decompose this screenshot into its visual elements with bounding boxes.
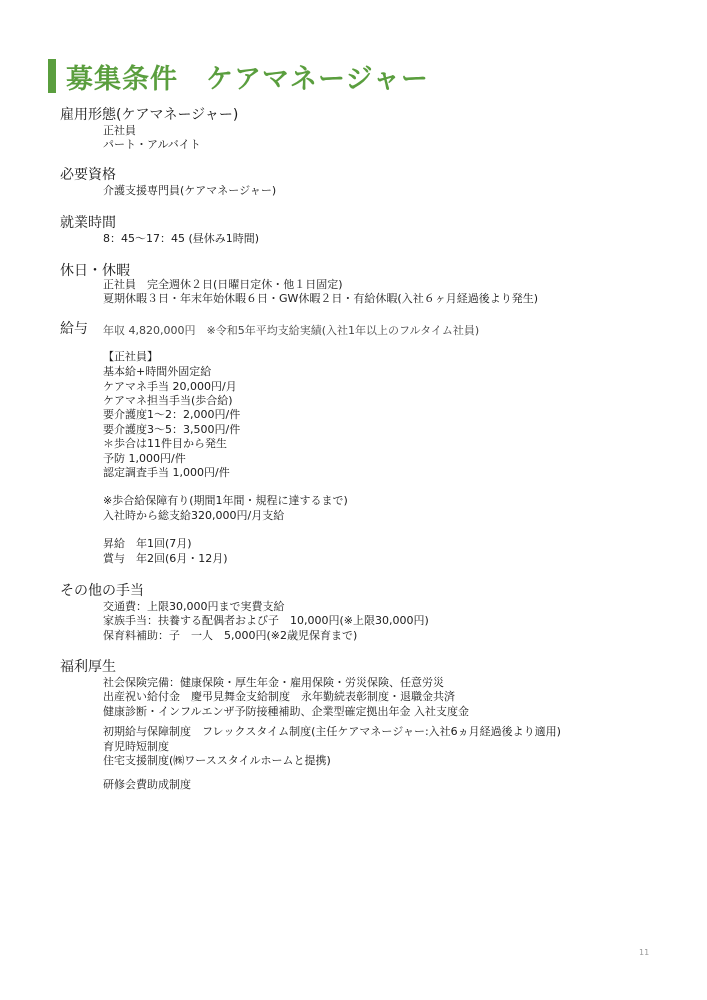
allowance-line: 交通費：上限30,000円まで実費支給: [103, 600, 285, 613]
benefit-line: 初期給与保障制度 フレックスタイム制度(主任ケアマネージャー:入社6ヵ月経過後より適用): [103, 725, 561, 738]
section-heading-employment: 雇用形態(ケアマネージャー): [60, 107, 239, 123]
qualification-line: 介護支援専門員(ケアマネージャー): [103, 184, 277, 197]
holidays-line: 正社員 完全週休２日(日曜日定休・他１日固定): [103, 278, 343, 291]
salary-line: 基本給+時間外固定給: [103, 365, 212, 378]
section-heading-benefits: 福利厚生: [60, 659, 116, 675]
page-title: 募集条件 ケアマネージャー: [66, 63, 429, 95]
salary-line: 賞与 年2回(6月・12月): [103, 552, 228, 565]
salary-line: 【正社員】: [103, 350, 158, 363]
allowance-line: 家族手当：扶養する配偶者および子 10,000円(※上限30,000円): [103, 614, 429, 627]
salary-line: ケアマネ担当手当(歩合給): [103, 394, 233, 407]
salary-line: 要介護度3～5：3,500円/件: [103, 423, 241, 436]
employment-line: パート・アルバイト: [103, 138, 201, 151]
section-heading-hours: 就業時間: [60, 215, 116, 231]
allowance-line: 保育料補助：子 一人 5,000円(※2歳児保育まで): [103, 629, 358, 642]
benefit-line: 社会保険完備：健康保険・厚生年金・雇用保険・労災保険、任意労災: [103, 676, 444, 689]
title-accent-bar: [48, 59, 56, 93]
salary-line: 入社時から総支給320,000円/月支給: [103, 509, 285, 522]
salary-line: 昇給 年1回(7月): [103, 537, 192, 550]
salary-line: ケアマネ手当 20,000円/月: [103, 380, 237, 393]
salary-line: 要介護度1～2：2,000円/件: [103, 408, 241, 421]
section-heading-allowances: その他の手当: [60, 583, 144, 599]
section-heading-qualification: 必要資格: [60, 167, 116, 183]
salary-line: ※歩合給保障有り(期間1年間・規程に達するまで): [103, 494, 348, 507]
section-heading-holidays: 休日・休暇: [60, 263, 130, 279]
salary-annual: 年収 4,820,000円 ※令和5年平均支給実績(入社1年以上のフルタイム社員): [103, 324, 480, 337]
benefit-line: 出産祝い給付金 慶弔見舞金支給制度 永年勤続表彰制度・退職金共済: [103, 690, 455, 703]
salary-line: 認定調査手当 1,000円/件: [103, 466, 230, 479]
hours-line: 8：45～17：45 (昼休み1時間): [103, 232, 260, 245]
employment-line: 正社員: [103, 124, 136, 137]
benefit-line: 研修会費助成制度: [103, 778, 191, 791]
holidays-line: 夏期休暇３日・年末年始休暇６日・GW休暇２日・有給休暇(入社６ヶ月経過後より発生): [103, 292, 538, 305]
page-number: 11: [639, 948, 650, 957]
benefit-line: 育児時短制度: [103, 740, 169, 753]
benefit-line: 住宅支援制度(㈱ワーススタイルホームと提携): [103, 754, 331, 767]
salary-line: ＊歩合は11件目から発生: [103, 437, 227, 450]
section-heading-salary: 給与: [60, 321, 88, 337]
page-header: [48, 56, 429, 96]
benefit-line: 健康診断・インフルエンザ予防接種補助、企業型確定拠出年金 入社支度金: [103, 705, 470, 718]
salary-line: 予防 1,000円/件: [103, 452, 186, 465]
